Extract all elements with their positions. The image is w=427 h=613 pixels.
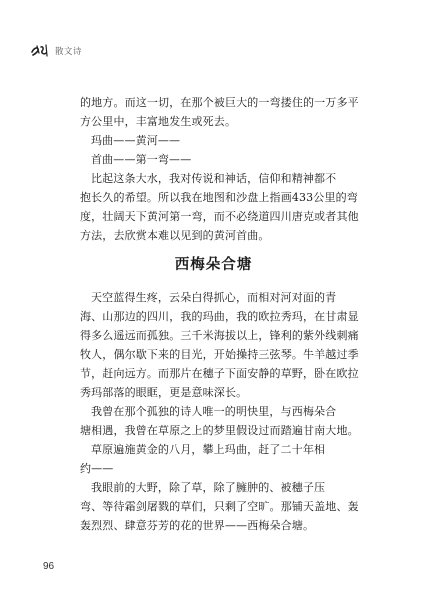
text-line: 塘相遇，我曾在草原之上的梦里假设过而踏遍甘南大地。 — [80, 424, 359, 437]
text-line: 抱长久的希望。所以我在地图和沙盘上指画433公里的弯 — [80, 191, 358, 204]
text-line: 得多么遥远而孤独。三千米海拔以上，锋利的紫外线刺痛 — [80, 329, 359, 342]
page-number: 96 — [43, 561, 55, 572]
text-line: 我眼前的大野，除了草，除了臃肿的、被穗子压 — [91, 481, 326, 494]
section-label: 散文诗 — [55, 47, 83, 57]
text-line: 海、山那边的四川，我的玛曲，我的欧拉秀玛，在甘肃显 — [80, 310, 359, 323]
text-line: 弯、等待霜剑屠戮的草们，只剩了空旷。那铺天盖地、轰 — [80, 500, 359, 513]
running-header — [31, 42, 82, 60]
text-line: 天空蓝得生疼，云朵白得抓心，而相对河对面的青 — [91, 291, 337, 304]
text-line: 方法，去欣赏本难以见到的黄河首曲。 — [80, 229, 270, 242]
text-line: 牧人，偶尔歇下来的目光，开始操持三弦琴。牛羊越过季 — [80, 348, 359, 361]
text-line: 度，壮阔天下黄河第一弯，而不必绕道四川唐克或者其他 — [80, 210, 359, 223]
text-line: 的地方。而这一切，在那个被巨大的一弯搂住的一万多平 — [80, 96, 359, 109]
text-line: 轰烈烈、肆意芬芳的花的世界——西梅朵合塘。 — [80, 519, 315, 532]
text-line: 秀玛部落的眼眶，更是意味深长。 — [80, 386, 248, 399]
text-line: 节，赶向远方。而那片在穗子下面安静的草野，卧在欧拉 — [80, 367, 359, 380]
text-line: 约—— — [80, 462, 114, 475]
calligraphy-logo-icon — [31, 43, 49, 59]
text-line: 方公里中，丰富地发生或死去。 — [80, 115, 237, 128]
text-line: 首曲——第一弯—— — [91, 153, 192, 166]
text-line: 我曾在那个孤独的诗人唯一的明快里，与西梅朵合 — [91, 405, 337, 418]
text-line: 玛曲——黄河—— — [91, 134, 181, 147]
chapter-title: 西梅朵合塘 — [174, 256, 253, 273]
text-line: 比起这条大水，我对传说和神话，信仰和精神都不 — [91, 172, 337, 185]
text-line: 草原遍施黄金的八月，攀上玛曲，赶了二十年相 — [91, 443, 326, 456]
